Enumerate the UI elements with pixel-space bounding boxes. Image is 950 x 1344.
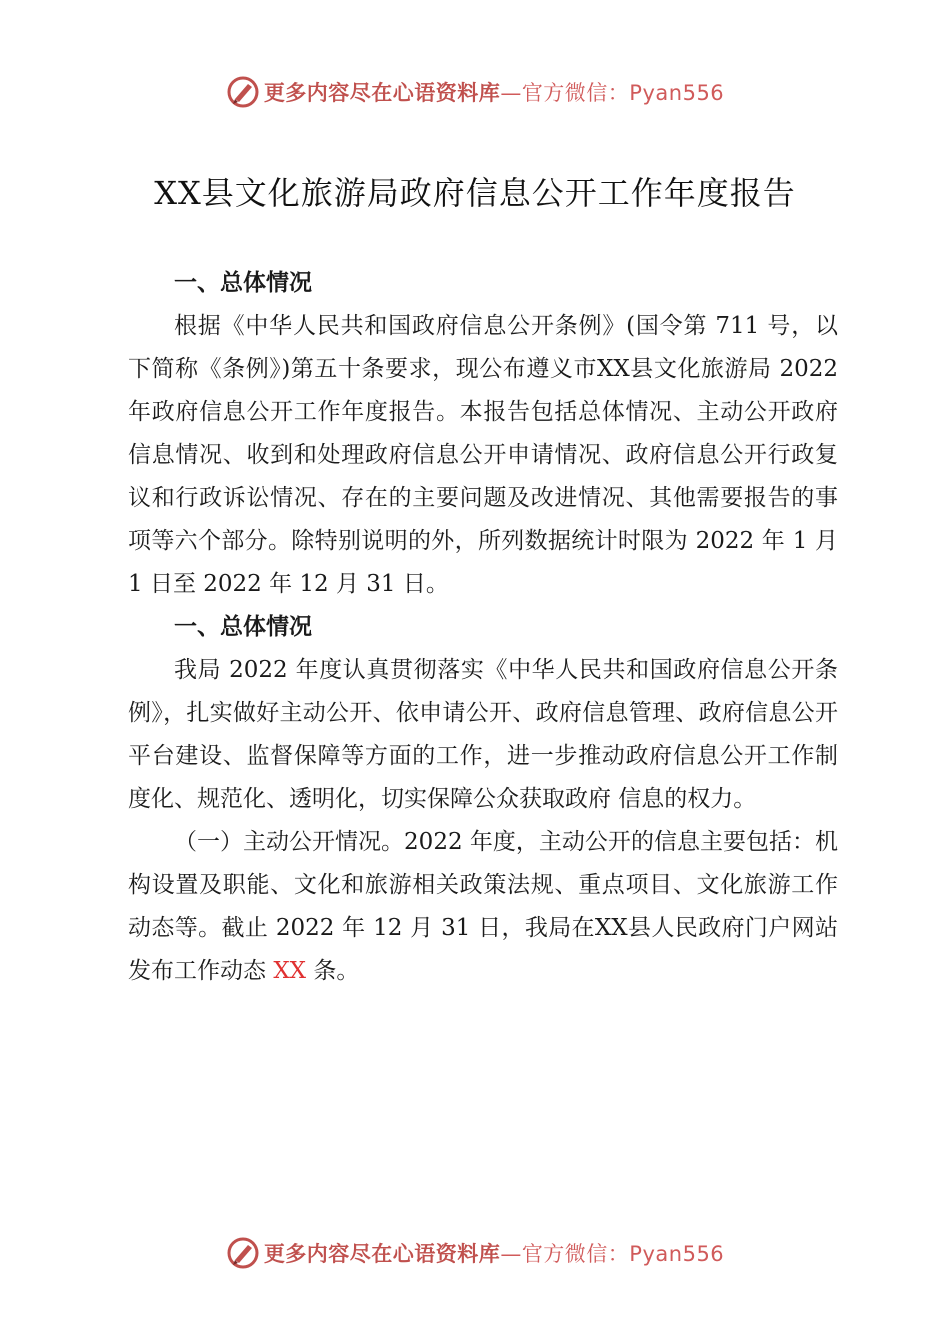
paragraph: 我局 2022 年度认真贯彻落实《中华人民共和国政府信息公开条例》，扎实做好主动公开、依申请公开、政府信息管理、政府信息公开平台建设、监督保障等方面的工作，进一步推动政府信息公开工作制度化、规范化、透明化，切实保障公众获取政府 信息的权力。 [128,657,838,812]
watermark-main-text: 更多内容尽在心语资料库 [263,80,501,105]
pen-logo-icon [226,1236,260,1270]
highlight-placeholder: XX [273,958,307,984]
paragraph [128,821,838,993]
document-body [128,262,838,993]
paragraph-text: 条。 [306,958,360,984]
paragraph: 根据《中华人民共和国政府信息公开条例》(国令第 711 号，以下简称《条例》)第五十条要求，现公布遵义市XX县文化旅游局 2022 年政府信息公开工作年度报告。本报告包括总体情况、主动公开政府信息情况、收到和处理政府信息公开申请情况、政府信息公开行政复议和行政诉讼情况、存在的主要问题及改进情况、其他需要报告的事项等六个部分。除特别说明的外，所列数据统计时限为 2022 年 1 月 1 日至 2022 年 12 月 31 日。 [128,313,838,597]
watermark-main-text: 更多内容尽在心语资料库 [263,1241,501,1266]
watermark-side-text: —官方微信：Pyan556 [500,1242,725,1266]
watermark-banner-bottom [0,1233,950,1273]
section-heading: 一、总体情况 [174,270,312,296]
paragraph-text: （一）主动公开情况。2022 年度，主动公开的信息主要包括：机构设置及职能、文化和旅游相关政策法规、重点项目、文化旅游工作动态等。截止 2022 年 12 月 31 日，我局在XX县人民政府门户网站发布工作动态 [128,829,838,984]
watermark-banner-top [0,72,950,112]
document-title: XX县文化旅游局政府信息公开工作年度报告 [154,174,796,212]
watermark-side-text: —官方微信：Pyan556 [500,81,725,105]
section-heading: 一、总体情况 [174,614,312,640]
pen-logo-icon [226,75,260,109]
